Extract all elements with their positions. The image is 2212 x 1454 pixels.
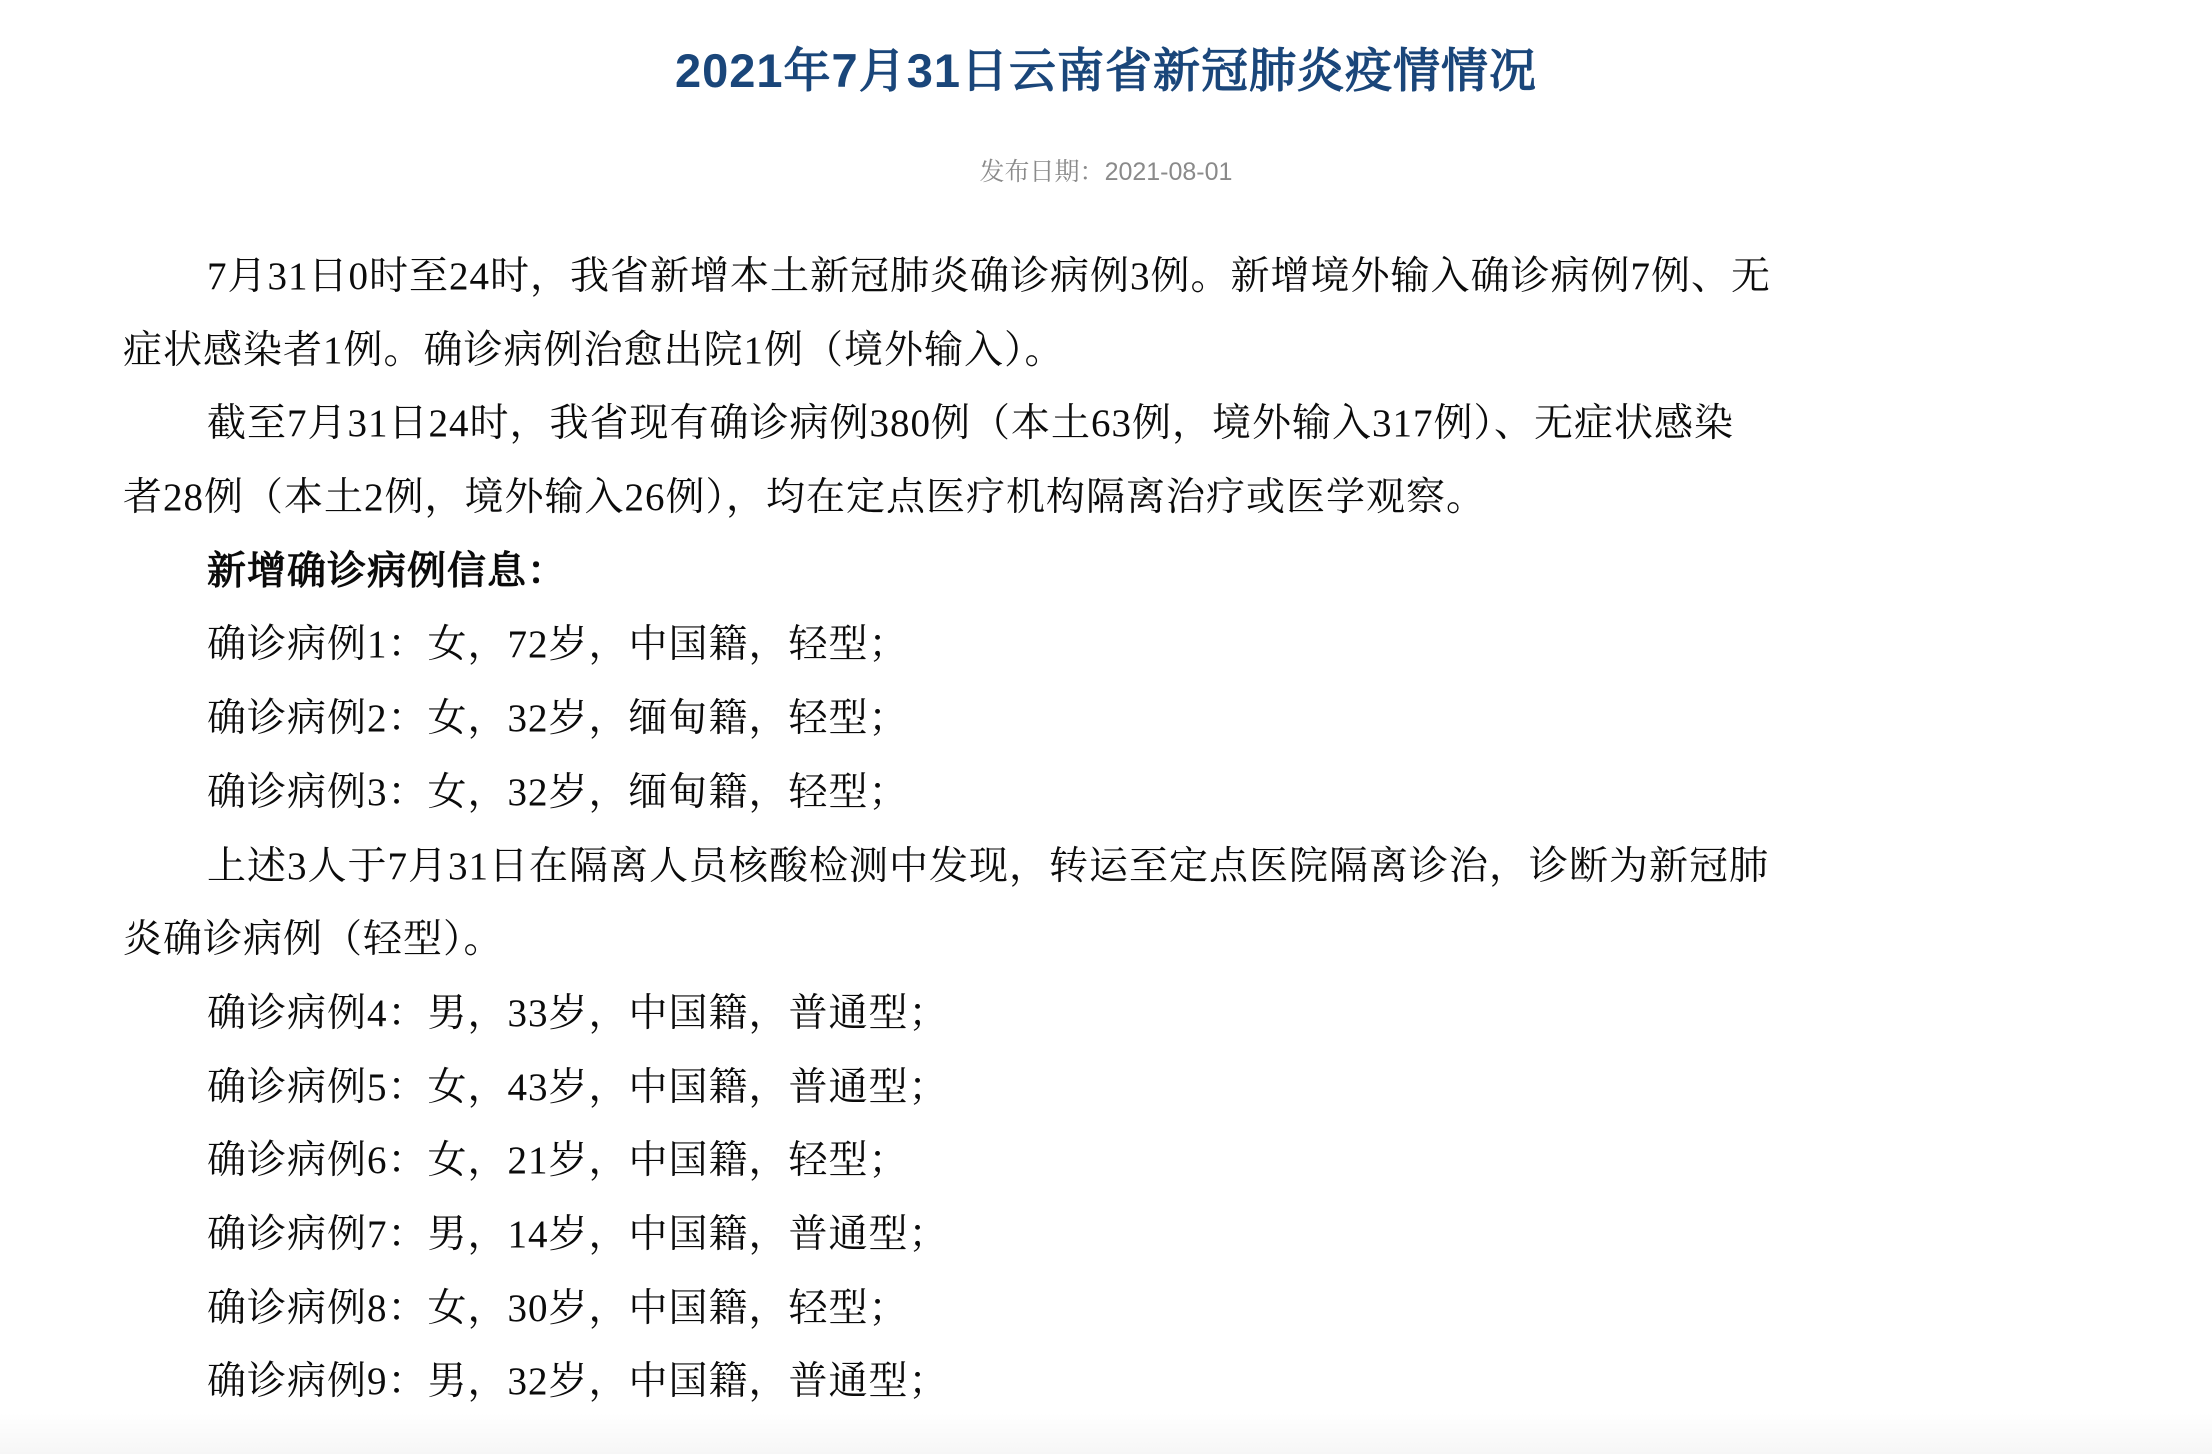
announcement-page [0,40,2212,1454]
article-line: 确诊病例2：女，32岁，缅甸籍，轻型； [207,697,909,741]
article-line: 确诊病例3：女，32岁，缅甸籍，轻型； [207,770,909,814]
article-line: 确诊病例8：女，30岁，中国籍，轻型； [207,1286,909,1330]
article-line: 炎确诊病例（轻型）。 [123,918,504,962]
article-line: 症状感染者1例。确诊病例治愈出院1例（境外输入）。 [123,328,1065,372]
publish-date-row [0,157,2212,188]
article-line: 截至7月31日24时，我省现有确诊病例380例（本土63例，境外输入317例）、无症状感染 [207,402,1735,446]
article-line: 确诊病例6：女，21岁，中国籍，轻型； [207,1139,909,1183]
publish-date-label: 发布日期： [979,158,1105,186]
article-line: 确诊病例9：男，32岁，中国籍，普通型； [207,1360,949,1404]
page-title: 2021年7月31日云南省新冠肺炎疫情情况 [675,44,1537,97]
article-line: 确诊病例1：女，72岁，中国籍，轻型； [207,623,909,667]
article-line: 确诊病例5：女，43岁，中国籍，普通型； [207,1065,949,1109]
article-line: 者28例（本土2例，境外输入26例），均在定点医疗机构隔离治疗或医学观察。 [123,476,1487,520]
article-line: 确诊病例4：男，33岁，中国籍，普通型； [207,991,949,1035]
article-line: 确诊病例7：男，14岁，中国籍，普通型； [207,1212,949,1256]
article-line: 新增确诊病例信息： [207,549,568,593]
article-body [0,240,2212,1419]
article-line: 7月31日0时至24时，我省新增本土新冠肺炎确诊病例3例。新增境外输入确诊病例7例、无 [207,255,1772,298]
publish-date-value: 2021-08-01 [1104,158,1233,186]
article-line: 上述3人于7月31日在隔离人员核酸检测中发现，转运至定点医院隔离诊治，诊断为新冠肺 [207,844,1770,888]
